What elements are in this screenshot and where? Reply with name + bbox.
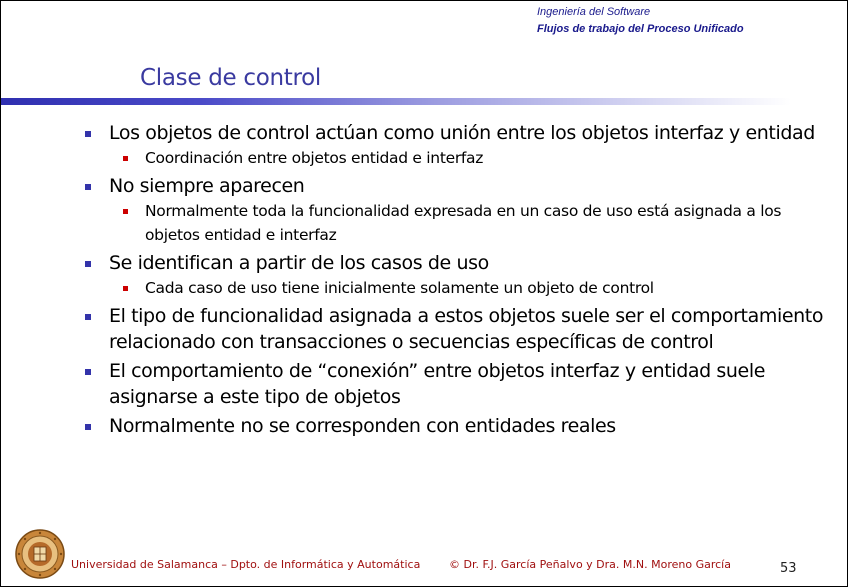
footer-university: Universidad de Salamanca – Dpto. de Informática y Automática [71, 558, 421, 571]
square-bullet-icon [85, 131, 91, 137]
footer-authors: © Dr. F.J. García Peñalvo y Dra. M.N. Moreno García [449, 558, 731, 571]
sub-bullet-text: Coordinación entre objetos entidad e interfaz [145, 149, 484, 167]
bullet-text: El tipo de funcionalidad asignada a estos objetos suele ser el comportamiento relacionado con transacciones o secuencias específicas de control [109, 305, 824, 353]
sub-bullet-text: Cada caso de uso tiene inicialmente solamente un objeto de control [145, 279, 654, 297]
sub-bullet-item [1, 199, 848, 247]
bullet-item [1, 303, 848, 355]
university-seal-icon [15, 529, 65, 579]
bullet-list [1, 117, 848, 439]
course-name: Ingeniería del Software [537, 6, 651, 18]
square-bullet-icon [85, 184, 91, 190]
course-subtitle: Flujos de trabajo del Proceso Unificado [537, 23, 744, 35]
slide-title: Clase de control [140, 65, 321, 91]
bullet-text: No siempre aparecen [109, 175, 305, 197]
slide-header [537, 4, 744, 38]
bullet-item [1, 250, 848, 276]
square-bullet-icon [85, 314, 91, 320]
bullet-item [1, 413, 848, 439]
title-underline-bar [1, 98, 791, 105]
square-bullet-icon [85, 369, 91, 375]
bullet-text: Se identifican a partir de los casos de uso [109, 252, 489, 274]
bullet-text: El comportamiento de “conexión” entre objetos interfaz y entidad suele asignarse a este tipo de objetos [109, 360, 765, 408]
sub-bullet-item [1, 146, 848, 170]
bullet-item [1, 173, 848, 199]
bullet-text: Los objetos de control actúan como unión entre los objetos interfaz y entidad [109, 122, 815, 144]
bullet-item [1, 120, 848, 146]
square-sub-bullet-icon [123, 286, 128, 291]
page-number: 53 [780, 561, 797, 576]
bullet-item [1, 358, 848, 410]
sub-bullet-text: Normalmente toda la funcionalidad expresada en un caso de uso está asignada a los objetos entidad e interfaz [145, 202, 782, 244]
square-bullet-icon [85, 424, 91, 430]
sub-bullet-item [1, 276, 848, 300]
square-bullet-icon [85, 261, 91, 267]
bullet-text: Normalmente no se corresponden con entidades reales [109, 415, 616, 437]
square-sub-bullet-icon [123, 209, 128, 214]
square-sub-bullet-icon [123, 156, 128, 161]
